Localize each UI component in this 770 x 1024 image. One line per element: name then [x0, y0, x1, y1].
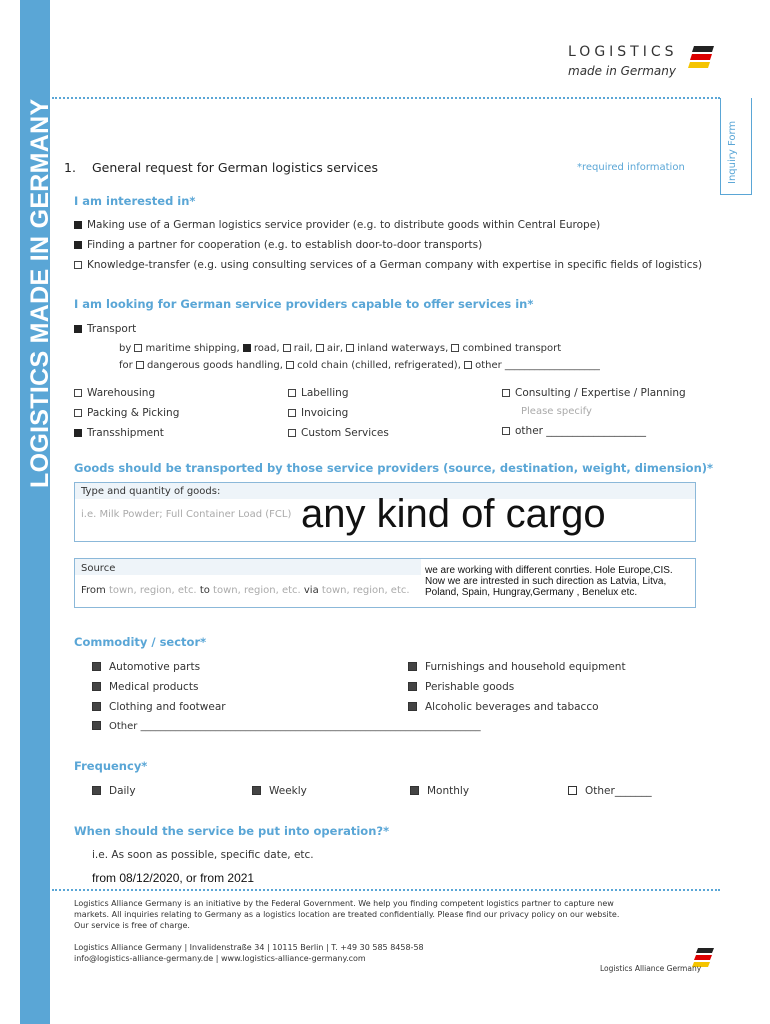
footer-line: Our service is free of charge. — [74, 921, 190, 930]
from-label: From — [81, 585, 106, 596]
checkbox-icon[interactable] — [252, 786, 261, 795]
header-divider — [52, 97, 720, 99]
checkbox-icon[interactable] — [408, 682, 417, 691]
operation-title: When should the service be put into operation?* — [74, 824, 390, 838]
from-placeholder[interactable]: town, region, etc. — [108, 585, 197, 596]
logo-subtitle: made in Germany — [568, 64, 676, 78]
service-option[interactable] — [502, 387, 686, 399]
by-label: by — [119, 343, 132, 354]
commodity-title: Commodity / sector* — [74, 635, 207, 649]
inquiry-form-tab — [720, 98, 752, 195]
answer-line: Now we are intrested in such direction as Latvia, Litva, — [425, 576, 667, 587]
checkbox-icon[interactable] — [136, 361, 144, 369]
mode-label: combined transport — [462, 343, 562, 354]
checkbox-icon[interactable] — [74, 409, 82, 417]
option-label: Monthly — [427, 785, 470, 797]
checkbox-icon[interactable] — [288, 429, 296, 437]
to-placeholder[interactable]: town, region, etc. — [213, 585, 301, 596]
transport-option[interactable] — [74, 323, 136, 335]
checkbox-icon[interactable] — [568, 786, 577, 795]
mode-label: maritime shipping, — [145, 343, 240, 354]
goods-placeholder: i.e. Milk Powder; Full Container Load (FCL) — [81, 509, 292, 520]
checkbox-icon[interactable] — [283, 344, 291, 352]
checkbox-icon[interactable] — [74, 261, 82, 269]
special-label: dangerous goods handling, — [146, 360, 283, 371]
goods-field[interactable] — [74, 482, 696, 542]
footer-line: markets. All inquiries relating to Germany as a logistics location are treated confidentially. Please find our privacy policy on our website. — [74, 910, 620, 919]
section-number: 1. — [64, 160, 76, 175]
checkbox-icon[interactable] — [451, 344, 459, 352]
checkbox-icon[interactable] — [74, 325, 82, 333]
interest-option[interactable] — [74, 239, 482, 251]
checkbox-icon[interactable] — [134, 344, 142, 352]
checkbox-icon[interactable] — [92, 662, 101, 671]
service-option[interactable] — [502, 425, 646, 437]
checkbox-icon[interactable] — [408, 662, 417, 671]
footer-address: Logistics Alliance Germany | Invalidenstraße 34 | 10115 Berlin | T. +49 30 585 8458-58 — [74, 943, 424, 952]
please-specify-input[interactable]: Please specify — [521, 406, 592, 417]
option-label: Consulting / Expertise / Planning — [515, 387, 686, 399]
page-title: General request for German logistics services — [92, 160, 378, 175]
checkbox-icon[interactable] — [92, 682, 101, 691]
option-label: Daily — [109, 785, 136, 797]
service-option[interactable] — [74, 407, 179, 419]
checkbox-icon[interactable] — [316, 344, 324, 352]
footer-brand: Logistics Alliance Germany — [600, 964, 702, 973]
logo-title: LOGISTICS — [568, 44, 678, 60]
tab-label: Inquiry Form — [727, 120, 738, 184]
option-label: Alcoholic beverages and tabacco — [425, 701, 599, 713]
checkbox-icon[interactable] — [286, 361, 294, 369]
goods-value[interactable]: any kind of cargo — [301, 492, 606, 536]
footer-contact[interactable]: info@logistics-alliance-germany.de | www.logistics-alliance-germany.com — [74, 954, 366, 963]
mode-label: inland waterways, — [357, 343, 449, 354]
commodity-option[interactable] — [92, 661, 200, 673]
via-placeholder[interactable]: town, region, etc. — [321, 585, 410, 596]
option-label: Transshipment — [87, 427, 164, 439]
mode-label: air, — [326, 343, 344, 354]
option-label: Invoicing — [301, 407, 349, 419]
option-label: Finding a partner for cooperation (e.g. to establish door-to-door transports) — [87, 239, 483, 251]
sidebar-band — [20, 0, 54, 1024]
checkbox-icon[interactable] — [288, 389, 296, 397]
option-label: Automotive parts — [109, 661, 201, 673]
special-label: other ___________________ — [475, 360, 600, 371]
source-label: Source — [81, 563, 116, 574]
footer-text — [74, 898, 619, 931]
answer-line: Poland, Spain, Hungray,Germany , Benelux etc. — [425, 587, 638, 598]
option-label: Medical products — [109, 681, 199, 693]
commodity-option[interactable] — [408, 701, 599, 713]
checkbox-icon[interactable] — [288, 409, 296, 417]
checkbox-icon[interactable] — [243, 344, 251, 352]
option-label: Furnishings and household equipment — [425, 661, 626, 673]
frequency-option[interactable] — [410, 785, 469, 797]
services-title: I am looking for German service providers capable to offer services in* — [74, 297, 534, 311]
checkbox-icon[interactable] — [74, 389, 82, 397]
option-label: Packing & Picking — [87, 407, 180, 419]
option-label: Labelling — [301, 387, 349, 399]
frequency-title: Frequency* — [74, 759, 148, 773]
option-label: Weekly — [269, 785, 307, 797]
option-label: Warehousing — [87, 387, 156, 399]
route-line — [81, 585, 410, 596]
transport-modes — [119, 343, 561, 354]
checkbox-icon[interactable] — [92, 721, 101, 730]
checkbox-icon[interactable] — [410, 786, 419, 795]
option-label: Clothing and footwear — [109, 701, 226, 713]
sidebar-title: LOGISTICS MADE IN GERMANY — [26, 98, 54, 488]
special-label: cold chain (chilled, refrigerated), — [297, 360, 461, 371]
checkbox-icon[interactable] — [92, 702, 101, 711]
route-answer[interactable] — [425, 565, 673, 598]
via-label: via — [303, 585, 319, 596]
option-label: Knowledge-transfer (e.g. using consulting services of a German company with expertise in specific fields of logistics) — [87, 259, 703, 271]
option-label: other ___________________ — [515, 425, 647, 437]
service-option[interactable] — [288, 387, 348, 399]
checkbox-icon[interactable] — [502, 389, 510, 397]
interest-title: I am interested in* — [74, 194, 196, 208]
interest-option[interactable] — [74, 219, 600, 231]
checkbox-icon[interactable] — [92, 786, 101, 795]
footer-line: Logistics Alliance Germany is an initiative by the Federal Government. We help you finding competent logistics partner to capture new — [74, 899, 614, 908]
checkbox-icon[interactable] — [408, 702, 417, 711]
commodity-option[interactable] — [92, 721, 481, 732]
option-label: Making use of a German logistics service provider (e.g. to distribute goods within Central Europe) — [87, 219, 601, 231]
checkbox-icon[interactable] — [74, 429, 82, 437]
interest-option[interactable] — [74, 259, 702, 271]
goods-field-label: Type and quantity of goods: — [81, 486, 221, 497]
option-label: Other_______ — [585, 785, 652, 797]
operation-input[interactable]: from 08/12/2020, or from 2021 — [92, 871, 255, 885]
commodity-option[interactable] — [92, 701, 226, 713]
special-handling — [119, 360, 600, 371]
checkbox-icon[interactable] — [464, 361, 472, 369]
checkbox-icon[interactable] — [502, 427, 510, 435]
frequency-option[interactable] — [252, 785, 307, 797]
service-option[interactable] — [288, 407, 348, 419]
checkbox-icon[interactable] — [74, 221, 82, 229]
route-field[interactable] — [74, 558, 696, 608]
option-label: Transport — [87, 323, 137, 335]
option-label: Custom Services — [301, 427, 389, 439]
to-label: to — [199, 585, 210, 596]
mode-label: rail, — [293, 343, 313, 354]
commodity-option[interactable] — [408, 681, 514, 693]
german-flag-icon — [688, 44, 714, 78]
service-option[interactable] — [74, 387, 155, 399]
option-label: Perishable goods — [425, 681, 515, 693]
checkbox-icon[interactable] — [346, 344, 354, 352]
commodity-option[interactable] — [92, 681, 198, 693]
mode-label: road, — [253, 343, 280, 354]
option-label: Other ____________________________________________________________________ — [109, 721, 481, 732]
frequency-option[interactable] — [92, 785, 136, 797]
required-note: *required information — [577, 162, 685, 173]
service-option[interactable] — [74, 427, 164, 439]
for-label: for — [119, 360, 133, 371]
frequency-option[interactable] — [568, 785, 652, 797]
answer-line: we are working with different conrties. Hole Europe,CIS. — [425, 565, 673, 576]
footer-divider — [52, 889, 720, 891]
checkbox-icon[interactable] — [74, 241, 82, 249]
commodity-option[interactable] — [408, 661, 626, 673]
service-option[interactable] — [288, 427, 389, 439]
goods-title: Goods should be transported by those service providers (source, destination, weight, dimension)* — [74, 461, 714, 475]
operation-hint: i.e. As soon as possible, specific date, etc. — [92, 849, 314, 861]
